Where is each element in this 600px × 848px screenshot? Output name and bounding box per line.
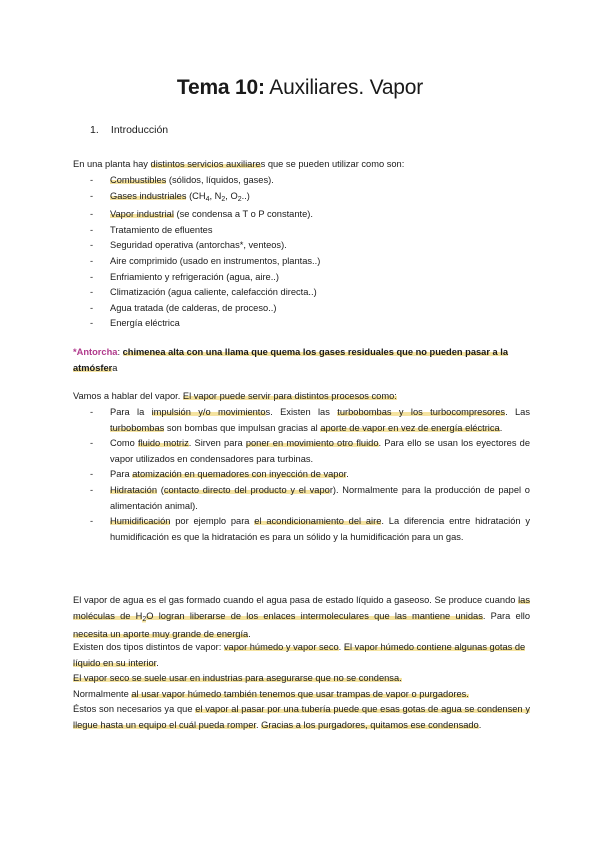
text: . xyxy=(346,469,349,480)
list-item xyxy=(73,173,530,189)
auxiliary-services-list xyxy=(73,173,530,332)
paragraph-intro xyxy=(73,157,530,173)
highlight: aporte de vapor en vez de energía eléctrica xyxy=(320,422,500,433)
subscript: 2 xyxy=(237,195,242,203)
text: . xyxy=(338,642,344,652)
text: . xyxy=(156,657,159,668)
text: (se condensa a T o P constante). xyxy=(173,209,313,220)
text: Para xyxy=(110,469,133,480)
text: . Las xyxy=(505,407,530,417)
highlight: O logran liberarse de los enlaces intermoleculares que las mantiene unidas xyxy=(146,610,483,621)
title-text: Auxiliares. Vapor xyxy=(269,76,424,99)
text: por ejemplo para xyxy=(170,516,255,527)
subscript: 2 xyxy=(142,615,147,623)
highlight: Hidratación xyxy=(110,484,158,495)
text: : xyxy=(117,347,123,357)
paragraph-vapor-intro xyxy=(73,389,530,405)
text: Existen dos tipos distintos de vapor: xyxy=(73,642,224,652)
highlight: poner en movimiento otro fluido xyxy=(245,438,379,449)
list-item xyxy=(73,405,530,436)
text: . xyxy=(499,422,503,433)
highlight: distintos servicios auxiliare xyxy=(150,159,261,169)
highlight: al usar vapor húmedo también tenemos que usar trampas de vapor o purgadores. xyxy=(131,689,469,699)
highlight: Humidificación xyxy=(110,516,171,527)
paragraph-purgers xyxy=(73,687,530,703)
highlight: necesita un aporte muy grande de energía xyxy=(73,629,249,640)
highlight: el vapor al pasar por una tubería puede que esas gotas de agua se condensen y llegue hasta un equipo el cuál pueda romper xyxy=(73,704,530,730)
highlight: las moléculas de H xyxy=(73,595,530,621)
text: , N xyxy=(209,190,222,201)
paragraph-vapor-types xyxy=(73,640,530,671)
highlight: el acondicionamiento del aire xyxy=(254,516,382,527)
text: El vapor de agua es el gas formado cuando el agua pasa de estado líquido a gaseoso. Se produce cuando xyxy=(73,595,519,605)
highlight: El vapor puede servir para distintos procesos como: xyxy=(182,391,397,401)
text: Para la xyxy=(110,407,152,417)
list-item: - Enfriamiento y refrigeración (agua, aire..) xyxy=(73,270,530,286)
list-item: - Tratamiento de efluentes xyxy=(73,223,530,239)
list-item: - Energía eléctrica xyxy=(73,316,530,332)
highlight: Gases industriales xyxy=(110,190,187,201)
section-heading xyxy=(90,124,168,136)
list-item: - Agua tratada (de calderas, de proceso..) xyxy=(73,301,530,317)
highlight: Combustibles xyxy=(110,175,167,185)
text: . Para ello xyxy=(482,610,530,621)
page-title xyxy=(0,76,600,100)
text: son bombas que impulsan gracias al xyxy=(164,422,321,433)
subscript: 2 xyxy=(221,195,226,203)
text: (sólidos, líquidos, gases). xyxy=(166,175,274,185)
text: (CH xyxy=(186,190,206,201)
highlight: turbobombas y los turbocompresores xyxy=(337,407,506,417)
text: . xyxy=(248,629,251,640)
section-number: 1. xyxy=(90,124,99,136)
paragraph-purgers-reason xyxy=(73,702,530,733)
text: s. Existen las xyxy=(265,407,338,417)
text: ..) xyxy=(241,190,250,201)
highlight: El vapor húmedo contiene algunas gotas de líquido en su interior xyxy=(73,642,526,668)
list-item: - Aire comprimido (usado en instrumentos, plantas..) xyxy=(73,254,530,270)
text: . Sirven para xyxy=(188,438,246,449)
highlight: Gracias a los purgadores, quitamos ese condensado xyxy=(261,719,479,730)
text: s que se pueden utilizar como son: xyxy=(260,159,405,169)
highlight: atomización en quemadores con inyección de vapor xyxy=(132,469,347,480)
list-item xyxy=(73,514,530,545)
list-item xyxy=(73,483,530,514)
text: . La diferencia entre hidratación y humidificación es que la hidratación es para un sólido y la humidificación para un gas. xyxy=(110,516,531,542)
highlight: Vapor industrial xyxy=(110,209,174,220)
section-label: Introducción xyxy=(110,124,169,136)
note-term: *Antorcha xyxy=(73,347,118,357)
list-item xyxy=(73,436,530,467)
text: ( xyxy=(157,484,164,495)
highlight: vapor húmedo y vapor seco xyxy=(223,642,339,652)
list-item: - Climatización (agua caliente, calefacción directa..) xyxy=(73,285,530,301)
list-item: - Seguridad operativa (antorchas*, venteos). xyxy=(73,238,530,254)
list-item xyxy=(73,207,530,223)
highlight: chimenea alta con una llama que quema los gases residuales que no pueden pasar a la atmósfer xyxy=(73,347,509,373)
vapor-uses-list xyxy=(73,405,530,545)
text: Normalmente xyxy=(73,689,132,699)
highlight: turbobombas xyxy=(110,422,165,433)
highlight: fluido motriz xyxy=(138,438,189,449)
subscript: 4 xyxy=(205,195,210,203)
text: . xyxy=(255,719,262,730)
text: . xyxy=(478,719,482,730)
list-item xyxy=(73,189,530,208)
list-item xyxy=(73,467,530,483)
paragraph-dry-vapor xyxy=(73,671,530,687)
text: . Para ello se usan los eyectores de vapor utilizados en condensadores para turbinas. xyxy=(110,438,531,464)
text: r). Normalmente para la producción de papel o alimentación animal). xyxy=(110,484,530,511)
text: En una planta hay xyxy=(73,159,151,169)
text: Como xyxy=(110,438,138,449)
text: a xyxy=(112,362,118,373)
text: Vamos a hablar del vapor. xyxy=(73,391,183,401)
highlight: impulsión y/o movimiento xyxy=(151,407,266,417)
title-number: Tema 10: xyxy=(176,76,265,99)
highlight: contacto directo del producto y el vapo xyxy=(163,484,330,495)
text: Éstos son necesarios ya que xyxy=(73,704,196,714)
highlight: El vapor seco se suele usar en industrias para asegurarse que no se condensa. xyxy=(73,673,402,683)
text: , O xyxy=(225,190,238,201)
paragraph-vapor-definition xyxy=(73,593,530,643)
antorcha-note xyxy=(73,345,530,376)
